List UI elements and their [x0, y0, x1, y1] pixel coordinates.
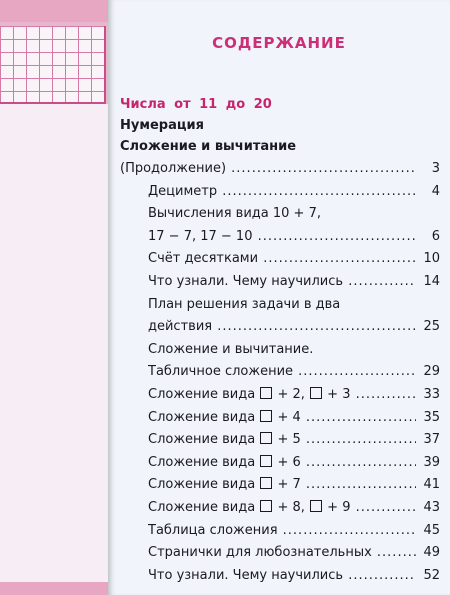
- toc-entry-title: Сложение вида + 8, + 9: [148, 500, 351, 515]
- dot-leader: [148, 452, 416, 474]
- toc-page-number: 33: [423, 387, 440, 402]
- toc-entry-title: Сложение вида + 5: [148, 432, 301, 448]
- toc-entry: [120, 158, 440, 180]
- dot-leader: [148, 361, 416, 383]
- toc-entry-title: Что узнали. Чему научились: [148, 567, 344, 583]
- toc-entry-title: (Продолжение): [120, 161, 227, 176]
- toc-entry: [148, 203, 440, 225]
- left-margin-strip: [0, 0, 108, 595]
- toc-page-number: 35: [423, 409, 440, 425]
- toc-entry-title: Табличное сложение: [148, 364, 294, 380]
- dot-leader: [148, 271, 416, 293]
- toc-page-number: 29: [423, 364, 440, 380]
- toc-entry-title: Сложение и вычитание.: [148, 341, 314, 357]
- toc-page-number: 37: [423, 432, 440, 448]
- toc-entry-title: Странички для любознательных: [148, 545, 372, 561]
- toc-entry-title: Сложение вида + 2, + 3: [148, 387, 351, 402]
- toc-entry: [148, 181, 440, 203]
- dot-leader: [148, 542, 416, 564]
- toc-entry-title: Таблица сложения: [148, 522, 278, 538]
- subsection-numeration: Нумерация: [120, 118, 204, 133]
- toc-entry-title: 17 − 7, 17 − 10: [148, 228, 253, 244]
- toc-entry: [148, 474, 440, 496]
- page-title: СОДЕРЖАНИЕ: [212, 34, 346, 52]
- dot-leader: [148, 565, 416, 587]
- dot-leader: [148, 181, 416, 203]
- dot-leader: [148, 497, 416, 519]
- toc-entry-title: Сложение вида + 4: [148, 409, 301, 425]
- toc-entry: [148, 339, 440, 361]
- toc-page-number: 10: [423, 251, 440, 267]
- toc-page-number: 4: [431, 183, 440, 199]
- toc-entry: [148, 271, 440, 293]
- blank-box-icon: [260, 477, 272, 489]
- toc-entry: [148, 226, 440, 248]
- toc-entry-title: Сложение вида + 7: [148, 477, 301, 493]
- toc-entry-title: Что узнали. Чему научились: [148, 274, 344, 289]
- contents-page: [108, 0, 450, 595]
- dot-leader: [148, 248, 416, 270]
- toc-entry-title: Счёт десятками: [148, 251, 259, 267]
- toc-entry: [148, 248, 440, 270]
- dot-leader: [148, 384, 416, 406]
- blank-box-icon: [260, 432, 272, 444]
- toc-entry: [148, 384, 440, 406]
- toc-page-number: 25: [423, 319, 440, 335]
- toc-entry: [148, 497, 440, 519]
- toc-page-number: 45: [423, 522, 440, 538]
- dot-leader: [148, 316, 416, 338]
- toc-entry: [148, 294, 440, 316]
- toc-page-number: 6: [431, 228, 440, 244]
- dot-leader: [148, 429, 416, 451]
- toc-entry-title: действия: [148, 319, 213, 335]
- toc-entry-title: План решения задачи в два: [148, 296, 341, 312]
- section-heading: Числа от 11 до 20: [120, 97, 272, 112]
- blank-box-icon: [310, 387, 322, 399]
- toc-entry: [148, 542, 440, 564]
- toc-page-number: 52: [423, 567, 440, 583]
- blank-box-icon: [260, 387, 272, 399]
- toc-entry: [148, 429, 440, 451]
- toc-entry: [148, 452, 440, 474]
- toc-entry: [148, 407, 440, 429]
- blank-box-icon: [260, 500, 272, 512]
- toc-entry: [148, 361, 440, 383]
- dot-leader: [120, 158, 416, 180]
- toc-entry: [148, 316, 440, 338]
- toc-page-number: 41: [423, 477, 440, 493]
- toc-entry-title: Дециметр: [148, 183, 218, 199]
- dot-leader: [148, 226, 416, 248]
- grid-paper-decoration: [0, 26, 106, 104]
- toc-page-number: 14: [423, 274, 440, 289]
- toc-entry-title: Вычисления вида 10 + 7,: [148, 206, 321, 222]
- toc-page-number: 39: [423, 454, 440, 470]
- dot-leader: [148, 474, 416, 496]
- toc-page-number: 49: [423, 545, 440, 561]
- dot-leader: [148, 407, 416, 429]
- strip-lower-panel: [0, 104, 108, 582]
- subsection-addition-subtraction: Сложение и вычитание: [120, 139, 297, 154]
- toc-entry: [148, 520, 440, 542]
- blank-box-icon: [260, 455, 272, 467]
- toc-entry-title: Сложение вида + 6: [148, 454, 301, 470]
- toc-page-number: 3: [431, 161, 440, 176]
- toc-entry: [148, 565, 440, 587]
- strip-bottom-band: [0, 582, 108, 595]
- dot-leader: [148, 520, 416, 542]
- blank-box-icon: [310, 500, 322, 512]
- toc-page-number: 43: [423, 500, 440, 515]
- blank-box-icon: [260, 410, 272, 422]
- strip-top-band: [0, 0, 108, 22]
